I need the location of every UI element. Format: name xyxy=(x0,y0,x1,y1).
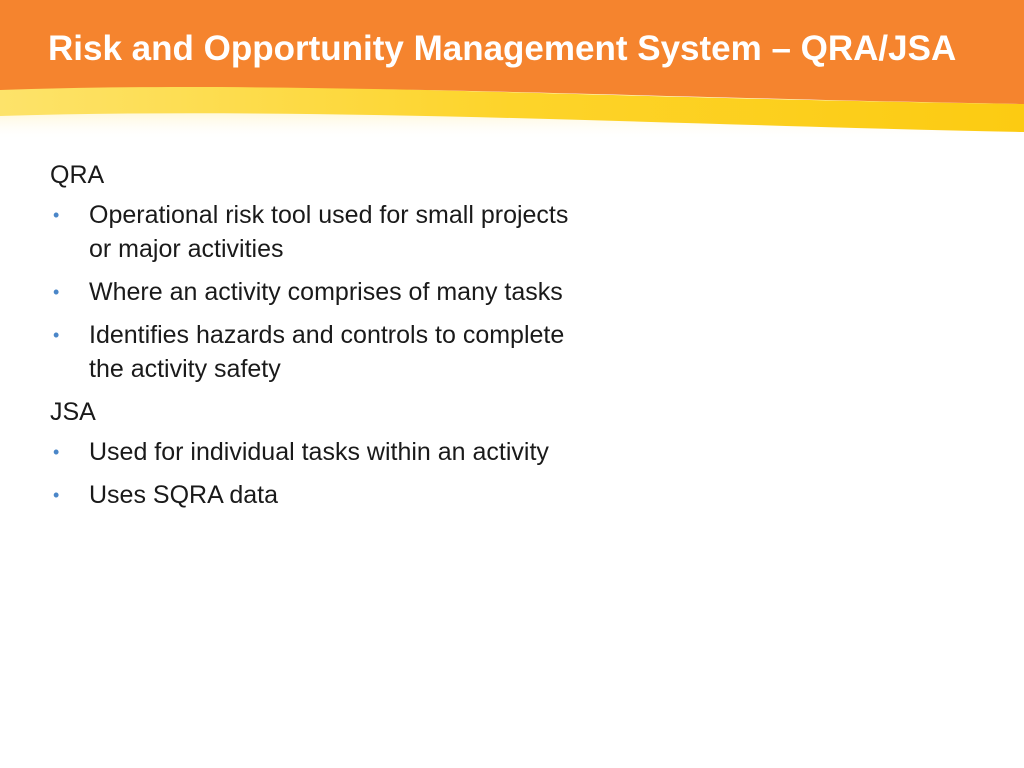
bullet-dot-icon: • xyxy=(53,442,60,462)
list-item xyxy=(50,198,570,266)
list-item-text: Where an activity comprises of many tasks xyxy=(89,278,563,306)
section-jsa xyxy=(50,395,570,512)
list-item xyxy=(50,435,570,469)
list-item-text: Operational risk tool used for small projects or major activities xyxy=(89,201,569,263)
slide-title: Risk and Opportunity Management System – QRA/JSA xyxy=(48,29,957,68)
bullet-dot-icon: • xyxy=(53,205,60,225)
bullet-dot-icon: • xyxy=(53,325,60,345)
section-heading-qra: QRA xyxy=(50,161,105,189)
bullet-dot-icon: • xyxy=(53,282,60,302)
list-item xyxy=(50,478,570,512)
slide-body xyxy=(50,158,570,521)
list-item-text: Used for individual tasks within an activity xyxy=(89,438,549,466)
bullet-list-qra xyxy=(50,198,570,386)
section-qra xyxy=(50,158,570,386)
list-item xyxy=(50,318,570,386)
list-item-text: Uses SQRA data xyxy=(89,481,278,509)
section-heading-jsa: JSA xyxy=(50,398,96,426)
list-item xyxy=(50,275,570,309)
bullet-list-jsa xyxy=(50,435,570,512)
bullet-dot-icon: • xyxy=(53,485,60,505)
list-item-text: Identifies hazards and controls to complete the activity safety xyxy=(89,321,565,383)
